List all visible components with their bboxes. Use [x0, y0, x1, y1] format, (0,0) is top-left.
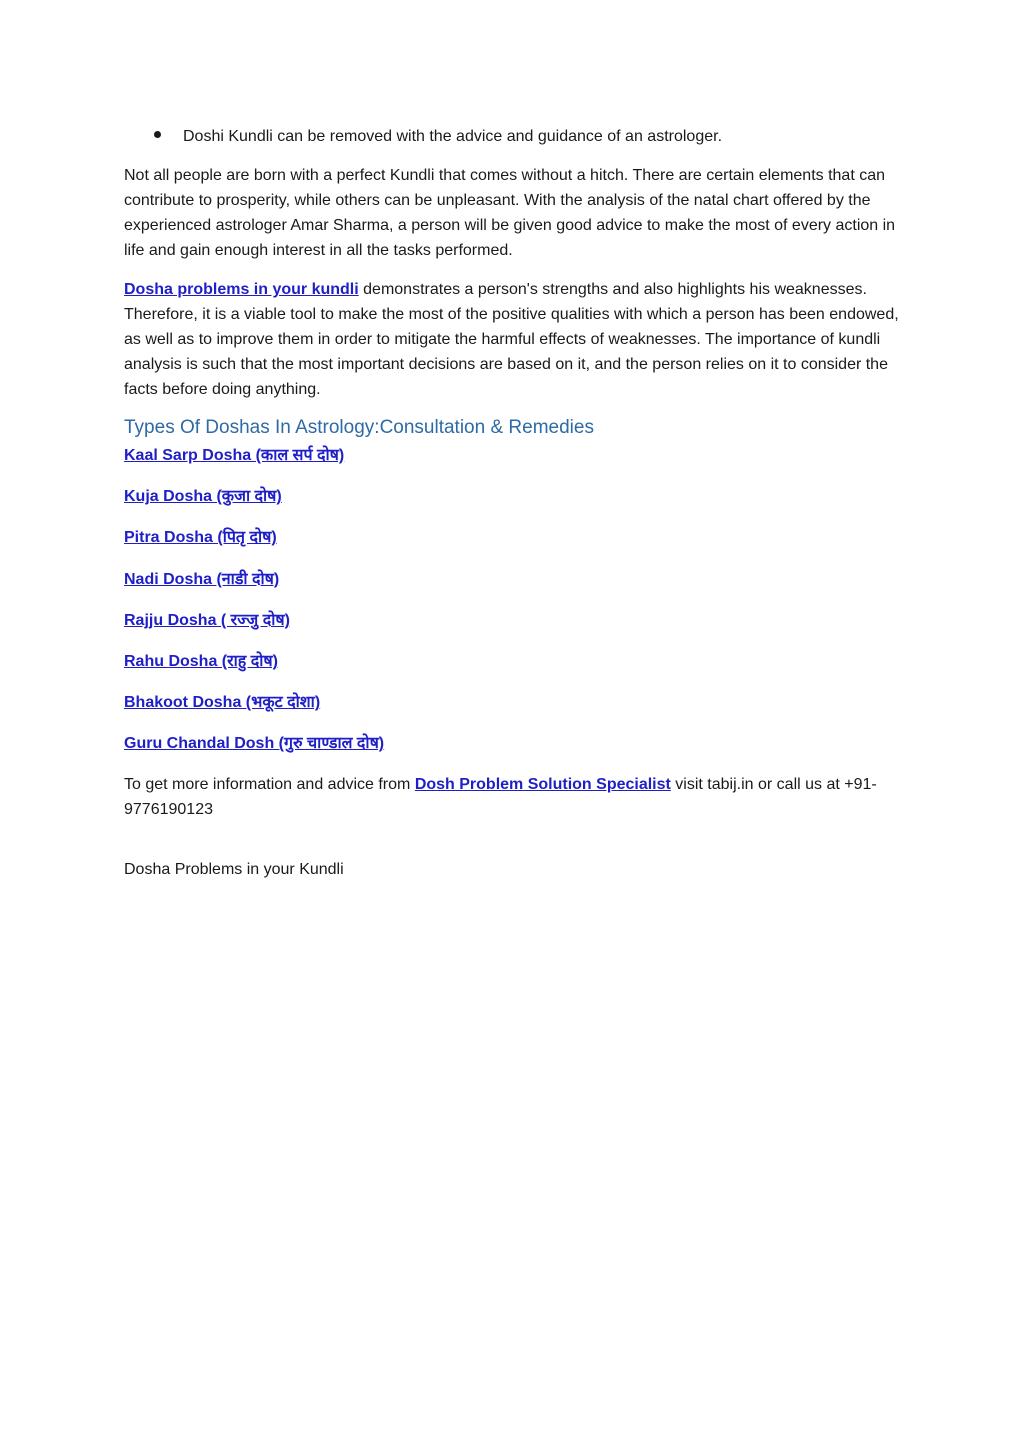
dosh-specialist-link[interactable]: Dosh Problem Solution Specialist	[414, 776, 671, 793]
dosha-link-list	[124, 444, 384, 774]
contact-prefix: To get more information and advice from	[124, 776, 415, 793]
dosha-problems-link[interactable]: Dosha problems in your kundli	[124, 281, 359, 298]
kundli-paragraph-text: demonstrates a person's strengths and also highlights his weaknesses. Therefore, it is a viable tool to make the most of the positive qualities with which a person has been endowed, as well as to improve them in order to mitigate the harmful effects of weaknesses. The importance of kundli analysis is such that the most important decisions are based on it, and the person relies on it to consider the facts before doing anything.	[124, 281, 899, 398]
dosha-list-item	[124, 691, 384, 732]
guru-chandal-dosh-link[interactable]: Guru Chandal Dosh (गुरु चाण्डाल दोष)	[124, 735, 385, 753]
dosha-list-item	[124, 444, 384, 485]
dosha-list-item	[124, 526, 384, 567]
nadi-dosha-link[interactable]: Nadi Dosha (नाडी दोष)	[124, 570, 280, 588]
bullet-text: Doshi Kundli can be removed with the advice and guidance of an astrologer.	[183, 128, 723, 145]
bullet-dot-icon	[154, 131, 161, 138]
dosha-list-item	[124, 485, 384, 526]
dosha-list-item	[124, 609, 384, 650]
dosha-list-item	[124, 568, 384, 609]
dosha-list-item	[124, 732, 384, 773]
contact-suffix: visit tabij.in or call us at +91-9776190123	[124, 776, 877, 818]
kundli-paragraph	[124, 277, 904, 402]
section-heading: Types Of Doshas In Astrology:Consultation & Remedies	[124, 417, 594, 438]
dosha-list-item	[124, 650, 384, 691]
intro-paragraph: Not all people are born with a perfect Kundli that comes without a hitch. There are certain elements that can contribute to prosperity, while others can be unpleasant. With the analysis of the natal chart offered by the experienced astrologer Amar Sharma, a person will be given good advice to make the most of every action in life and gain enough interest in all the tasks performed.	[124, 167, 896, 259]
contact-paragraph	[124, 772, 904, 822]
rahu-dosha-link[interactable]: Rahu Dosha (राहु दोष)	[124, 652, 278, 670]
kuja-dosha-link[interactable]: Kuja Dosha (कुजा दोष)	[124, 488, 282, 506]
pitra-dosha-link[interactable]: Pitra Dosha (पितृ दोष)	[124, 529, 277, 547]
bullet-item	[154, 125, 904, 149]
bhakoot-dosha-link[interactable]: Bhakoot Dosha (भकूट दोशा)	[124, 694, 321, 712]
footer-text: Dosha Problems in your Kundli	[124, 861, 344, 878]
kaal-sarp-dosha-link[interactable]: Kaal Sarp Dosha (काल सर्प दोष)	[124, 447, 345, 464]
rajju-dosha-link[interactable]: Rajju Dosha ( रज्जु दोष)	[124, 611, 290, 629]
